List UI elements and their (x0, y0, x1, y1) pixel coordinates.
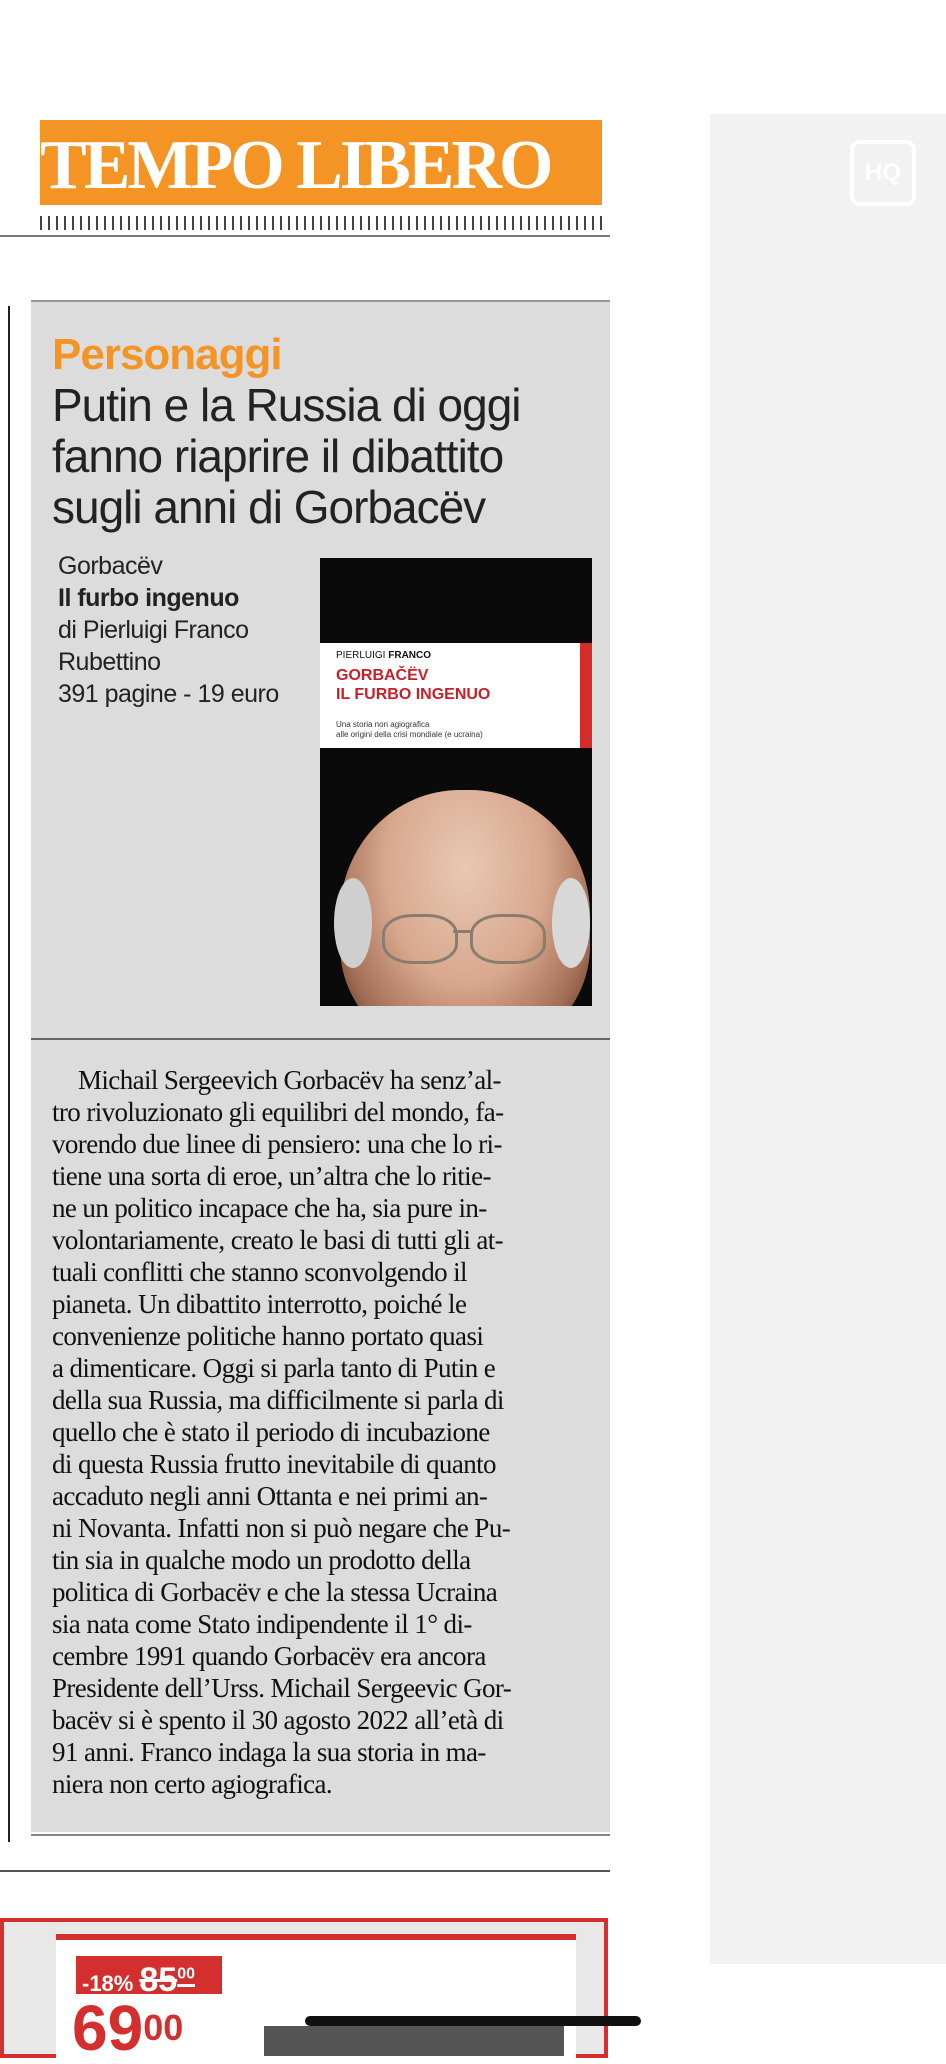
book-publisher: Rubettino (58, 648, 161, 676)
side-panel (710, 114, 946, 1964)
body-line: tin sia in qualche modo un prodotto della (52, 1545, 471, 1575)
cover-subtitle-line: alle origini della crisi mondiale (e ucraina) (336, 730, 483, 739)
home-indicator[interactable] (305, 2016, 641, 2026)
body-line: tuali conflitti che stanno sconvolgendo il (52, 1257, 467, 1287)
body-line: accaduto negli anni Ottanta e nei primi an- (52, 1481, 488, 1511)
body-line: vorendo due linee di pensiero: una che lo ri- (52, 1129, 502, 1159)
ad-price (72, 1992, 184, 2064)
body-line: pianeta. Un dibattito interrotto, poiché le (52, 1289, 467, 1319)
article-headline (52, 380, 592, 533)
body-line: cembre 1991 quando Gorbacëv era ancora (52, 1641, 486, 1671)
body-line: ni Novanta. Infatti non si può negare che Pu- (52, 1513, 511, 1543)
body-line: ne un politico incapace che ha, sia pure in- (52, 1193, 487, 1223)
cover-subtitle-line: Una storia non agiografica (336, 720, 430, 729)
section-separator (0, 1870, 610, 1872)
hq-label: HQ (865, 159, 901, 186)
body-line: bacëv si è spento il 30 agosto 2022 all’età di (52, 1705, 504, 1735)
book-author: di Pierluigi Franco (58, 616, 249, 644)
portrait-hair-right (552, 878, 590, 968)
portrait-glasses-left (382, 914, 458, 964)
column-rule (8, 306, 10, 1842)
book-author-line: Gorbacëv (58, 552, 163, 580)
portrait-face (340, 790, 590, 1006)
header-divider (0, 235, 610, 237)
hq-toggle-icon[interactable] (850, 140, 916, 206)
body-line: Presidente dell’Urss. Michail Sergeevic Gor- (52, 1673, 512, 1703)
cover-title-line: IL FURBO INGENUO (336, 686, 491, 703)
ad-discount-badge (76, 1956, 222, 2000)
body-line: della sua Russia, ma difficilmente si parla di (52, 1385, 504, 1415)
cover-author (336, 650, 431, 661)
article-body (52, 1064, 592, 1800)
ad-old-price-value: 85 (139, 1961, 178, 2000)
section-header (40, 120, 602, 205)
cover-subtitle (336, 720, 556, 740)
headline-line: fanno riaprire il dibattito (52, 430, 504, 482)
book-info (58, 550, 318, 710)
article-bottom-rule (31, 1834, 610, 1836)
body-line: sia nata come Stato indipendente il 1° di- (52, 1609, 472, 1639)
ad-product-image (264, 2026, 564, 2056)
headline-line: sugli anni di Gorbacëv (52, 481, 486, 533)
body-line: volontariamente, creato le basi di tutti gli at- (52, 1225, 504, 1255)
header-ruler (40, 216, 602, 230)
body-line: tro rivoluzionato gli equilibri del mondo, fa- (52, 1097, 504, 1127)
article-inner-divider (31, 1038, 610, 1040)
ad-price-cents: 00 (143, 2007, 184, 2048)
section-header-text: TEMPO LIBERO (40, 127, 551, 204)
cover-author-first: PIERLUIGI (336, 650, 386, 661)
ad-discount: -18% (82, 1971, 134, 1997)
cover-title (336, 666, 490, 704)
body-line: di questa Russia frutto inevitabile di quanto (52, 1449, 496, 1479)
cover-spine-accent (580, 643, 592, 748)
cover-author-last: FRANCO (388, 650, 432, 661)
book-title: Il furbo ingenuo (58, 584, 239, 612)
body-line: a dimenticare. Oggi si parla tanto di Putin e (52, 1353, 496, 1383)
ad-old-price-cents: 00 (177, 1966, 195, 1983)
headline-line: Putin e la Russia di oggi (52, 379, 521, 431)
book-details: 391 pagine - 19 euro (58, 680, 279, 708)
body-line: convenienze politiche hanno portato quasi (52, 1321, 484, 1351)
body-line: tiene una sorta di eroe, un’altra che lo ritie- (52, 1161, 491, 1191)
body-line: niera non certo agiografica. (52, 1769, 333, 1799)
ad-price-value: 69 (72, 1992, 144, 2064)
body-line: 91 anni. Franco indaga la sua storia in ma- (52, 1737, 486, 1767)
portrait-glasses-bridge (453, 930, 471, 933)
body-line: politica di Gorbacëv e che la stessa Ucraina (52, 1577, 498, 1607)
cover-title-line: GORBAČËV (336, 667, 429, 684)
body-line: Michail Sergeevich Gorbacëv ha senz’al- (78, 1065, 501, 1095)
portrait-glasses-right (470, 914, 546, 964)
book-cover (320, 558, 592, 1006)
article-kicker: Personaggi (52, 330, 282, 379)
portrait-hair-left (334, 878, 372, 968)
body-line: quello che è stato il periodo di incubazione (52, 1417, 490, 1447)
